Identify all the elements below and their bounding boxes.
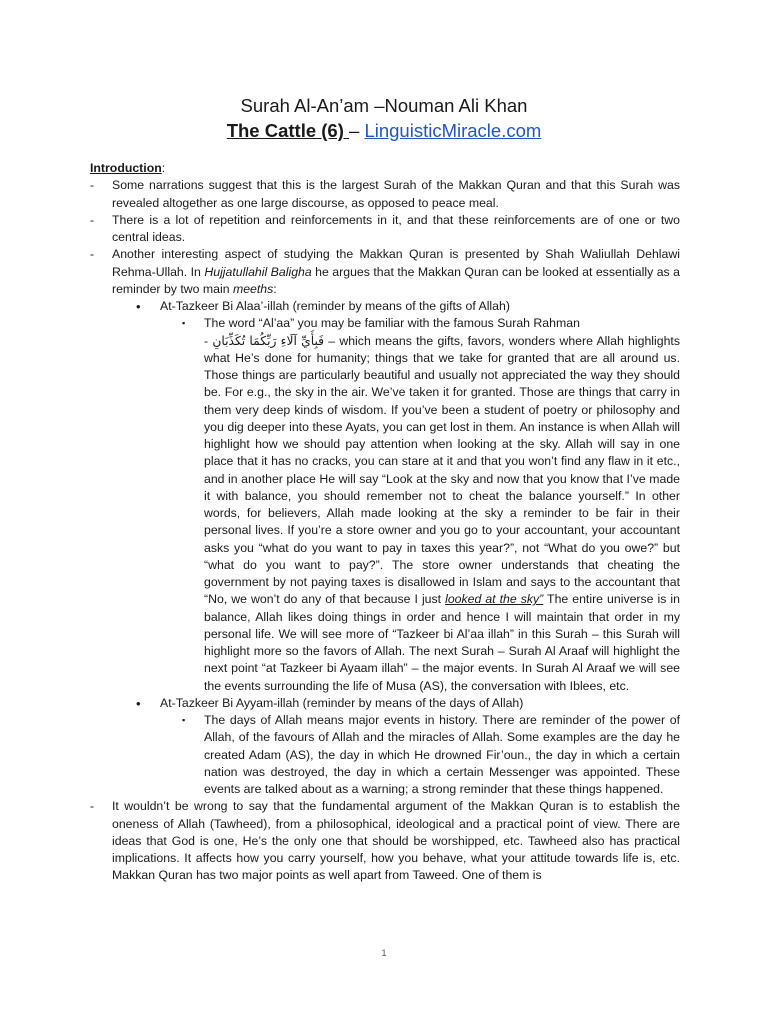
dash-prefix: - — [204, 333, 209, 348]
emphasis-text: looked at the sky” — [445, 592, 544, 607]
bullet-text: It wouldn’t be wrong to say that the fundamental argument of the Makkan Quran is to establish the oneness of Allah (Tawheed), from a philosophical, ideological and a practical point of view. There are ideas that God is one, He’s the only one that should be worshipped, etc. Tawheed also has practical implications. It affects how you carry yourself, how you behave, what your attitude towards life is, etc. Makkan Quran has two major points as well apart from Taweed. One of them is — [112, 799, 680, 883]
list-item — [90, 177, 680, 212]
paragraph-text: The entire universe is in balance, Allah likes doing things in order and hence I will maintain that order in my personal life. We will see more of “Tazkeer bi Al’aa illah” in this Surah – this Surah will highlight more so the favors of Allah. The next Surah – Surah Al Araaf will highlight the next point “at Tazkeer bi Ayaam illah” – the major events. In Surah Al Araaf we will see the events surrounding the life of Musa (AS), the conversation with Iblees, etc. — [204, 592, 680, 693]
dash-marker: - — [90, 247, 95, 262]
bullet-text: Some narrations suggest that this is the largest Surah of the Makkan Quran and that this Surah was revealed altogether as one large discourse, as opposed to peace meal. — [112, 178, 680, 210]
arabic-verse: فَبِأَيِّ آلَاءِ رَبِّكُمَا تُكَذِّبَانِ — [212, 333, 325, 348]
list-item — [90, 212, 680, 247]
dot-marker: • — [136, 695, 141, 711]
book-title: Hujjatullahil Baligha — [204, 264, 312, 279]
intro-heading-colon: : — [161, 161, 166, 175]
bullet-text: he argues that the Makkan Quran can be looked at essentially as a reminder by two main — [112, 264, 680, 296]
document-title: Surah Al-An’am –Nouman Ali Khan — [240, 95, 528, 116]
sub-list-item — [136, 298, 680, 315]
square-marker: ▪ — [182, 715, 186, 725]
intro-heading-text: Introduction — [90, 161, 162, 175]
dash-marker: - — [90, 799, 95, 814]
sub-sub-list-item — [182, 712, 680, 798]
subtitle-main: The Cattle (6) — [226, 120, 350, 141]
list-item — [90, 798, 680, 884]
dash-marker: - — [90, 212, 95, 227]
sub-list-item — [136, 695, 680, 712]
bullet-text: : — [273, 281, 277, 296]
bullet-text: There is a lot of repetition and reinforcements in it, and that these reinforcements are of one or two central ideas. — [112, 212, 680, 244]
document-subtitle — [0, 119, 768, 143]
dash-marker: - — [90, 178, 95, 193]
bullet-text: Another interesting aspect of studying the Makkan Quran is presented by Shah Waliullah Dehlawi Rehma-Ullah. In — [112, 247, 680, 279]
paragraph-text: – which means the gifts, favors, wonders where Allah highlights what He’s done for humanity; things that we take for granted that are all around us. Those things are particularly beautiful and usually not appreciated the way they should be. For e.g., the sky in the air. We’ve taken it for granted. Those are things that carry in them very deep kinds of wisdom. If you’ve been a student of poetry or philosophy and you dig deeper into these Ayats, you can get lost in them. An instance is when Allah will highlight how we should pay attention when looking at the sky. Allah will say in one place that it has no cracks, you can stare at it and that you won’t find any flaw in it etc., and in another place He will say “Look at the sky and now that you know that I’ve made it with balance, you should remember not to cheat the balance yourself.” In other words, for believers, Allah made looking at the sky a reminder to be fair in their personal lives. If you’re a store owner and you go to your accountant, your accountant asks you “what do you want to pay in taxes this year?”, not “What do you owe?” but “what do you want to pay?”. The store owner understands that cheating the government by not paying taxes is disallowed in Islam and says to the accountant that “No, we won’t do any of that because I just — [204, 333, 680, 607]
sub-bullet-text: At-Tazkeer Bi Alaa’-illah (reminder by means of the gifts of Allah) — [160, 299, 510, 313]
sub-sub-bullet-text: The word “Al’aa” you may be familiar with the famous Surah Rahman — [204, 316, 580, 331]
sub-sub-bullet-text: The days of Allah means major events in history. There are reminder of the power of Allah, of the favours of Allah and the miracles of Allah. Some examples are the day he created Adam (AS), the day in which He drowned Fir’oun., the day in which a certain nation was destroyed, the day in which a certain Messenger was appointed. These events are talked about as a warning; a strong reminder that these things happened. — [204, 713, 680, 796]
sub-sub-list-item — [182, 315, 680, 695]
dot-marker: • — [136, 299, 141, 314]
document-body — [90, 160, 680, 885]
paragraph — [204, 333, 680, 695]
website-link[interactable]: LinguisticMiracle.com — [364, 120, 542, 141]
page-number: 1 — [381, 948, 387, 958]
subtitle-separator: – — [349, 120, 365, 141]
intro-heading — [90, 160, 680, 177]
term: meeths — [232, 281, 274, 296]
sub-bullet-text: At-Tazkeer Bi Ayyam-illah (reminder by means of the days of Allah) — [160, 695, 524, 710]
square-marker: ▪ — [182, 318, 186, 329]
list-item — [90, 246, 680, 298]
